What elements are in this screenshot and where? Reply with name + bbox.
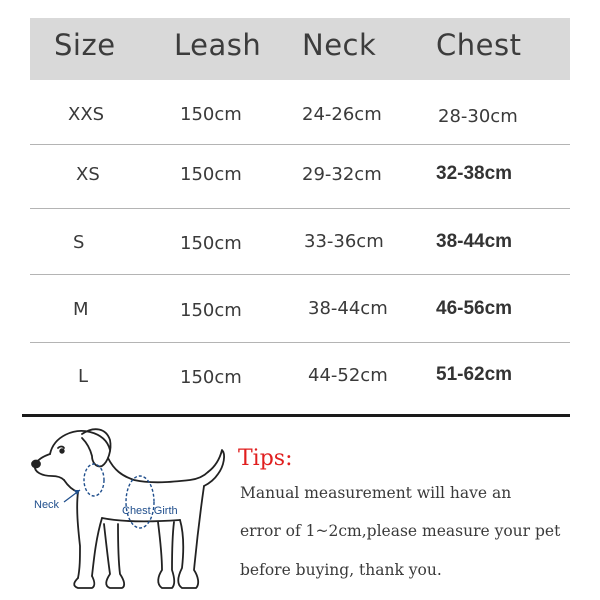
cell-chest: 46-56cm	[436, 298, 513, 319]
cell-leash: 150cm	[180, 233, 242, 254]
table-header	[30, 18, 570, 80]
cell-neck: 29-32cm	[302, 164, 382, 185]
row-divider	[30, 342, 570, 343]
cell-size: XS	[76, 164, 100, 185]
header-leash: Leash	[174, 28, 262, 62]
tips-title: Tips:	[238, 446, 293, 471]
cell-neck: 44-52cm	[308, 365, 388, 386]
row-divider	[30, 144, 570, 145]
table-row	[30, 344, 570, 410]
cell-neck: 38-44cm	[308, 298, 388, 319]
dog-outline-icon	[22, 418, 232, 598]
cell-neck: 33-36cm	[304, 231, 384, 252]
cell-leash: 150cm	[180, 367, 242, 388]
neck-label: Neck	[34, 499, 60, 511]
chest-girth-label: Chest Girth	[122, 505, 178, 517]
cell-chest: 38-44cm	[436, 231, 513, 252]
cell-leash: 150cm	[180, 104, 242, 125]
cell-chest: 28-30cm	[438, 106, 518, 127]
table-row	[30, 80, 570, 146]
table-row	[30, 278, 570, 344]
cell-leash: 150cm	[180, 164, 242, 185]
header-neck: Neck	[302, 28, 377, 62]
row-divider	[30, 274, 570, 275]
row-divider	[30, 208, 570, 209]
cell-leash: 150cm	[180, 300, 242, 321]
cell-neck: 24-26cm	[302, 104, 382, 125]
tips-line-2: error of 1~2cm,please measure your pet	[240, 522, 561, 540]
header-chest: Chest	[436, 28, 522, 62]
cell-chest: 51-62cm	[436, 364, 513, 385]
cell-size: L	[78, 366, 89, 387]
section-divider	[22, 414, 570, 417]
cell-chest: 32-38cm	[436, 163, 513, 184]
tips-line-3: before buying, thank you.	[240, 561, 442, 579]
cell-size: XXS	[68, 104, 105, 125]
tips-line-1: Manual measurement will have an	[240, 484, 512, 502]
table-row	[30, 212, 570, 278]
header-size: Size	[54, 28, 116, 62]
cell-size: M	[73, 299, 89, 320]
table-row	[30, 146, 570, 212]
cell-size: S	[73, 232, 85, 253]
size-table	[30, 18, 570, 410]
